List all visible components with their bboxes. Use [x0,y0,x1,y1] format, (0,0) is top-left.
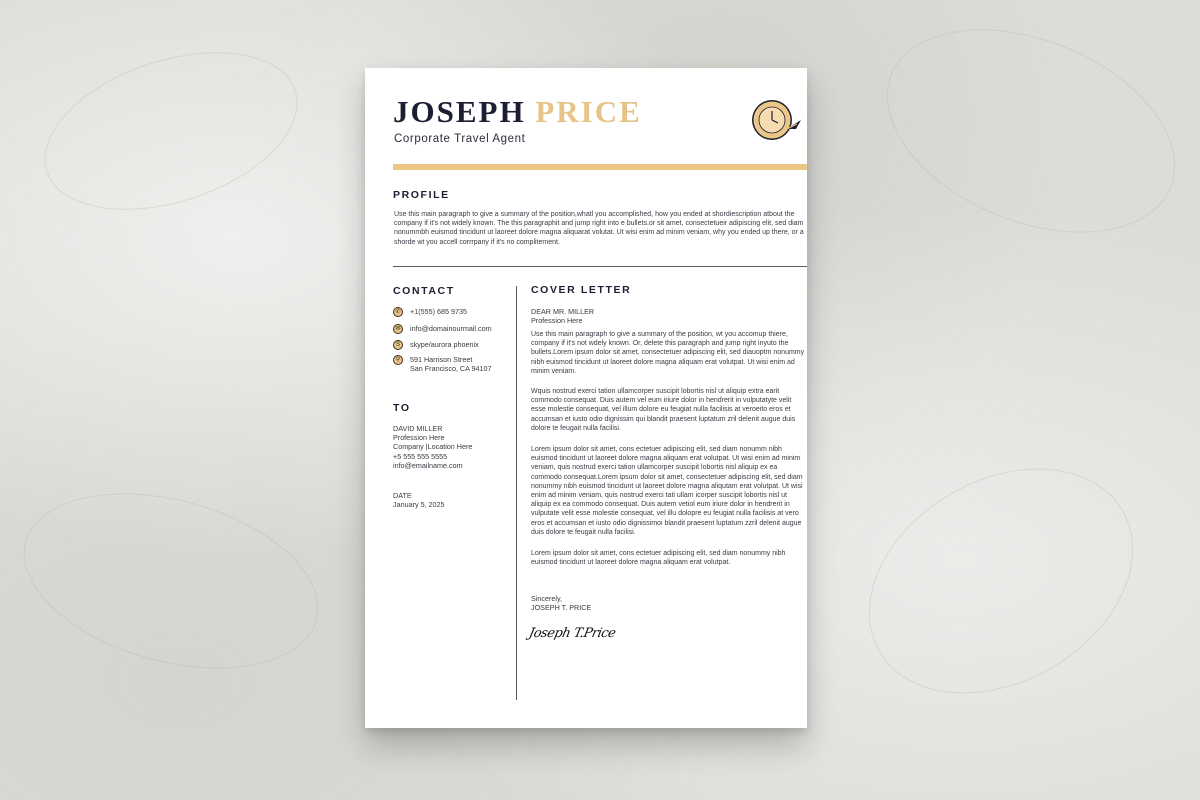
email-icon: ✉ [393,324,403,334]
letter-paragraph: Wquis nostrud exerci tation ullamcorper suscipit lobortis nisl ut aliquip extra earit commodo consequat. Duis autem vel eum iriure dolor in hendrerit in vulputatyte velit esse molestie consequat, vel illum dolore eu feugiat nulla facilisis at veroeito eros et accumsan et iusto odio dignissim qui blandit praesent luptatum zril delenit augue duis dolore te feugait nulla facilisi. [531,388,796,432]
salutation: DEAR MR. MILLER [531,307,595,316]
profile-text: Use this main paragraph to give a summary of the position,whatl you accomplished, how you ended at shordiescription atbout the company if it's not widely known. The this paragraphit and jump right into e bullets.or sit amet, consectetueir adipiscing elit, sed diam nonummbh euismod tincidunt ut laoreet dolore magna aliquarat volutat. Ut wisi enim ad minim veniam, why you ended up there, or a shorde wt you accell corrrpany if it's no complitement. [394,211,804,246]
marble-vein [857,0,1200,272]
marble-vein [828,423,1173,739]
closing: Sincerely, [531,594,563,603]
section-divider [393,266,807,267]
contact-heading: CONTACT [393,285,455,297]
contact-email [393,324,492,334]
column-divider [516,286,517,700]
letter-paragraph: Lorem ipsum dolor sit amet, cons ectetuer adipiscing elit, sed diam nonumm nibh euismod tincidunt ut laoreet dolore magna aliquam erat volutpat. Ut wisi enim ad minim veniam, quis nostrud exerci tation ullamcorper suscipit lobortis nisl aliquip ex ea commodo consequat.Lorem ipsum dolor sit amet, consectetuer adipiscing elit, sed diam nonummy nibh euismod tincidunt ut laoreet dolore magna aliqutam erat volutpat. Ut wisi enim ad minim veniam, quis nostrud exerci tati ullam icorper suscipit lobortis nisl ut aliquip ex ea commodo consequat. Duis autem vetiol eum iriure dolor in hendrerit in vulputate velit esse molestie consequat, vel illu dolopre eu feugiat nulla facilisis at vero eros et accumsan et iusto odio dignissimoi blandit praesent luptatum zzril delenit augue duis dolore te feugait nulla facilisi. [531,446,803,536]
contact-phone [393,307,467,317]
cover-letter-heading: COVER LETTER [531,284,632,296]
location-icon: ⚲ [393,355,403,365]
resume-page [365,68,807,728]
last-name: PRICE [535,94,642,129]
header-accent-bar [393,164,807,170]
address-line-2: San Francisco, CA 94107 [410,364,492,373]
marble-vein [4,464,338,699]
recipient-company: Company |Location Here [393,442,473,452]
to-heading: TO [393,402,411,414]
handwritten-signature: Joseph T.Price [527,626,617,641]
recipient-name: DAVID MILLER [393,424,443,433]
date-value: January 5, 2025 [393,500,445,510]
address-line-1: 591 Harrison Street [410,355,473,364]
skype-icon: S [393,340,403,350]
contact-skype-text: skype/aurora phoenix [410,340,479,349]
contact-phone-text: +1(555) 685 9735 [410,307,467,316]
first-name: JOSEPH [393,94,526,129]
contact-address-text [410,355,492,373]
salutation-profession: Profession Here [531,316,583,326]
recipient-email: info@emailname.com [393,460,463,470]
recipient-profession: Profession Here [393,433,445,443]
contact-skype [393,340,479,350]
date-label: DATE [393,491,412,500]
contact-email-text: info@domainourmail.com [410,324,492,333]
recipient-phone: +5 555 555 5555 [393,451,448,461]
profile-heading: PROFILE [393,189,450,201]
candidate-name [393,96,642,127]
letter-paragraph: Lorem ipsum dolor sit amet, cons ectetuer adipiscing elit, sed diam nonummy nibh euismod tincidunt ut laoreet dolore magna aliquam erat volutpat. [531,550,786,567]
recipient-block [393,424,472,470]
clock-logo-icon [749,96,807,144]
phone-icon: ✆ [393,307,403,317]
signer-name: JOSEPH T. PRICE [531,603,592,613]
job-title: Corporate Travel Agent [394,133,526,145]
marble-vein [24,23,317,239]
date-block [393,491,445,509]
closing-block [531,594,591,612]
salutation-block [531,307,594,325]
contact-address [393,355,492,373]
letter-paragraph: Use this main paragraph to give a summary of the position, wt you accomup thiere, company if it's not wdely known. Or, delete this paragraph and jump right inyuto the bullets.Lorem ipsum dolor sit amet, consectetuer adipiscing elit, sed diauoptm nonummy nibh euismod tincidunt ut laoreet dolore magna aliquam erat volutpat. Ut wisi enim ad minim veniam. [531,331,805,375]
